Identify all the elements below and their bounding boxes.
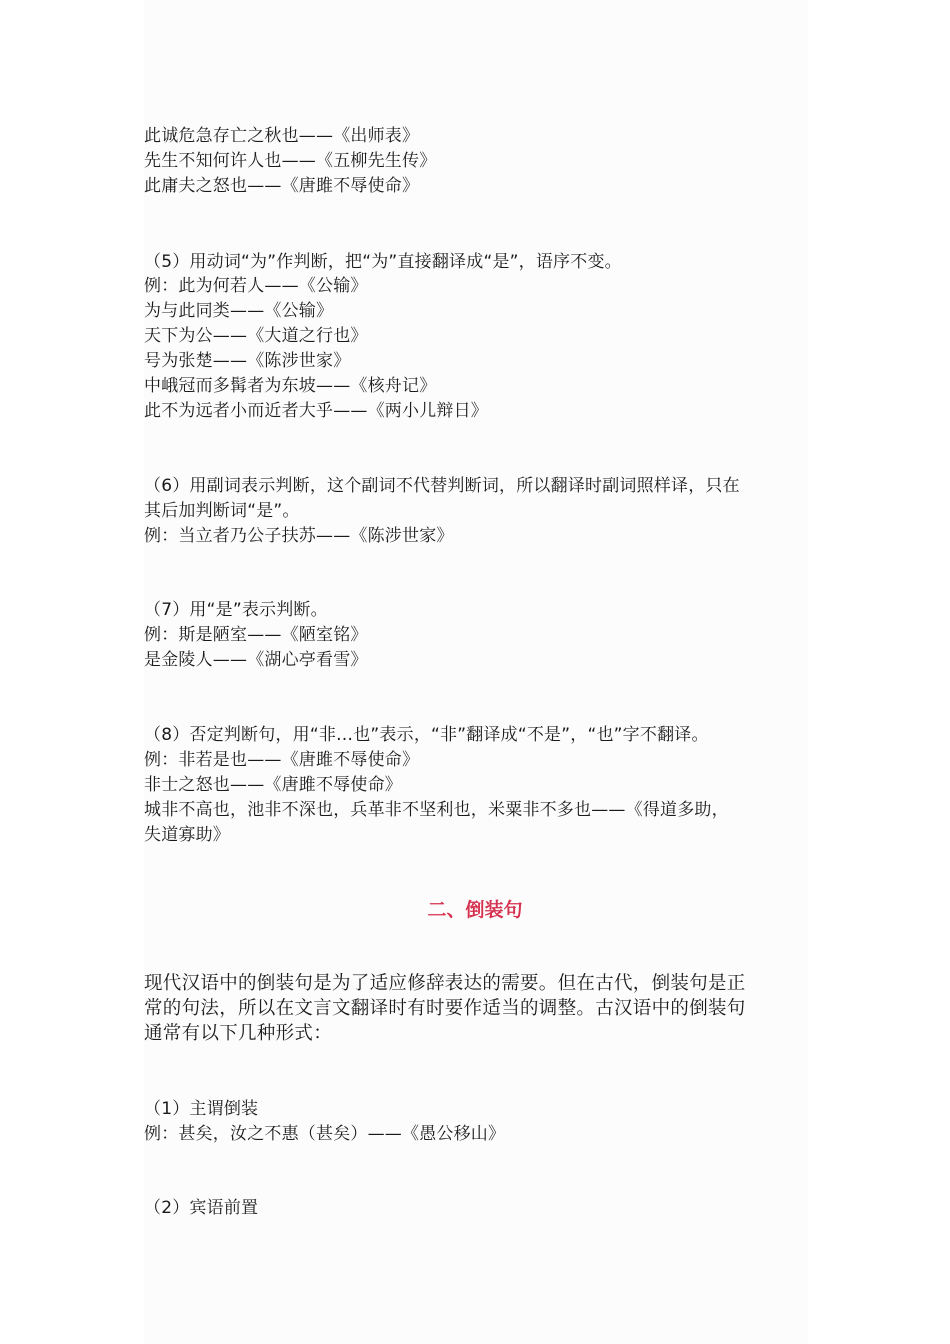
- text-line: 此诚危急存亡之秋也——《出师表》: [144, 126, 420, 146]
- item-6-title: （6）用副词表示判断，这个副词不代替判断词，所以翻译时副词照样译，只在: [144, 476, 740, 496]
- subsection-title: （2）宾语前置: [144, 1198, 259, 1218]
- item-6-title-continued: 其后加判断词“是”。: [144, 501, 300, 521]
- example-line: 例：当立者乃公子扶苏——《陈涉世家》: [144, 526, 454, 546]
- text-line: 先生不知何许人也——《五柳先生传》: [144, 151, 437, 171]
- example-line: 例：非若是也——《唐雎不辱使命》: [144, 750, 420, 770]
- subsection-title: （1）主谓倒装: [144, 1099, 259, 1119]
- intro-line: 现代汉语中的倒装句是为了适应修辞表达的需要。但在古代，倒装句是正: [144, 973, 746, 994]
- section-heading: 二、倒装句: [427, 899, 523, 921]
- example-line: 失道寡助》: [144, 825, 230, 845]
- intro-line: 常的句法，所以在文言文翻译时有时要作适当的调整。古汉语中的倒装句: [144, 998, 746, 1019]
- example-line: 此不为远者小而近者大乎——《两小儿辩日》: [144, 401, 488, 421]
- example-line: 号为张楚——《陈涉世家》: [144, 351, 351, 371]
- example-line: 城非不高也，池非不深也，兵革非不坚利也，米粟非不多也——《得道多助，: [144, 800, 729, 820]
- intro-line: 通常有以下几种形式：: [144, 1023, 333, 1044]
- example-line: 例：此为何若人——《公输》: [144, 276, 368, 296]
- example-line: 为与此同类——《公输》: [144, 301, 334, 321]
- example-line: 天下为公——《大道之行也》: [144, 326, 368, 346]
- item-7-title: （7）用“是”表示判断。: [144, 600, 328, 620]
- example-line: 例：甚矣，汝之不惠（甚矣）——《愚公移山》: [144, 1124, 506, 1144]
- item-5-title: （5）用动词“为”作判断，把“为”直接翻译成“是”，语序不变。: [144, 252, 622, 272]
- item-8-title: （8）否定判断句，用“非…也”表示，“非”翻译成“不是”，“也”字不翻译。: [144, 725, 709, 745]
- example-line: 是金陵人——《湖心亭看雪》: [144, 650, 368, 670]
- example-line: 非士之怒也——《唐雎不辱使命》: [144, 775, 402, 795]
- example-line: 例：斯是陋室——《陋室铭》: [144, 625, 368, 645]
- text-line: 此庸夫之怒也——《唐雎不辱使命》: [144, 176, 420, 196]
- example-line: 中峨冠而多髯者为东坡——《核舟记》: [144, 376, 437, 396]
